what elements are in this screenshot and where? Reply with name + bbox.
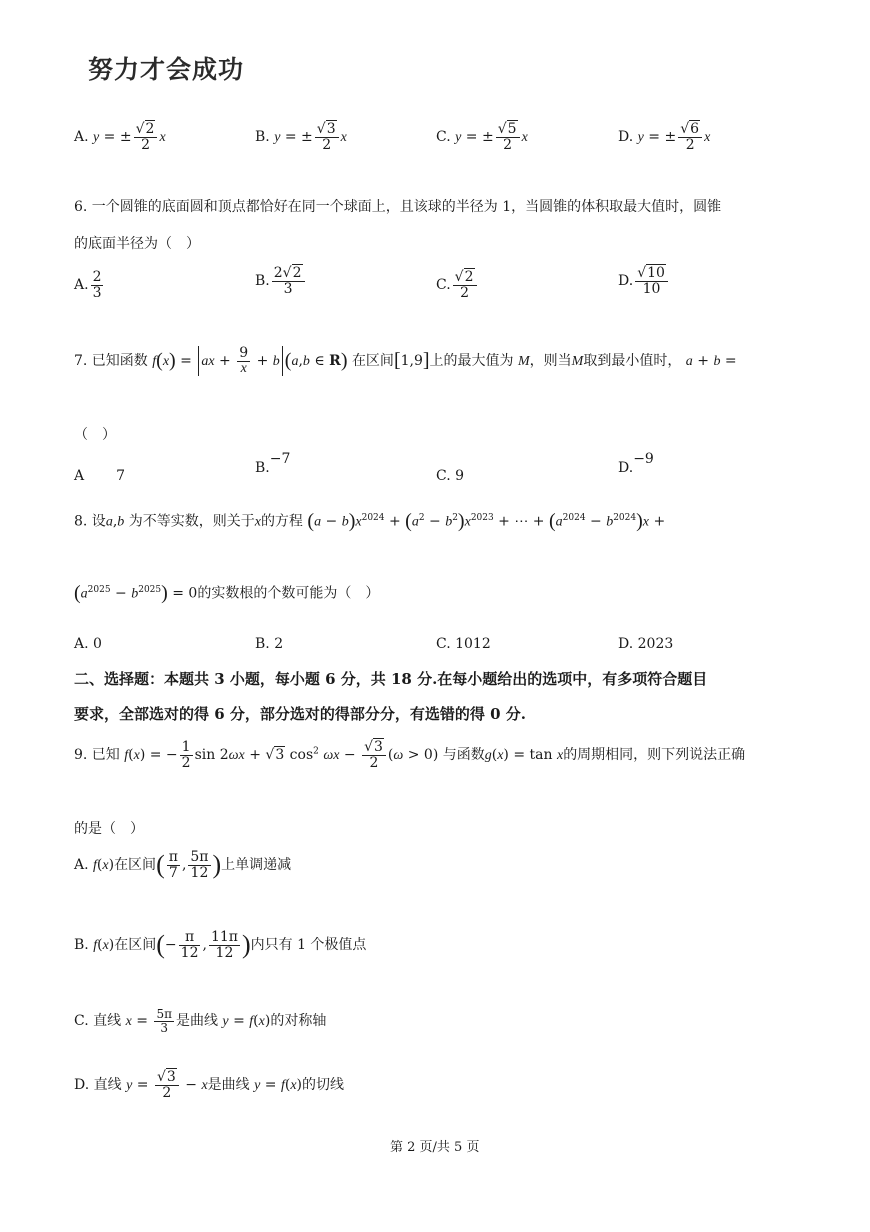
q7-option-c: C. 9: [436, 468, 465, 484]
q7-answer-paren: （ ）: [74, 427, 116, 443]
q5-option-b: B. y = ± $\frac{√3}{2}$ x: [255, 121, 347, 153]
q5-option-a: A. y = ± $\frac{√2}{2}$ x: [74, 121, 166, 153]
q9-option-d: D. 直线 y = $\frac{√3}{2}$ − x是曲线 y = f(x)的切线: [74, 1069, 345, 1101]
q7-option-a: A 7: [74, 468, 126, 484]
q6-stem-line1: 6. 一个圆锥的底面圆和顶点都恰好在同一个球面上，且该球的半径为 1，当圆锥的体积取最大值时，圆锥: [74, 199, 722, 215]
q5-option-d: D. y = ± $\frac{√6}{2}$ x: [618, 121, 711, 153]
q8-stem-line2: $(a^{2025} - b^{2025}) = 0$的实数根的个数可能为（ ）: [74, 582, 380, 604]
page-header-title: 努力才会成功: [88, 55, 245, 84]
q9-option-a: A. f(x)在区间( $\frac{\pi}{7}$ , $\frac{5\pi}{12}$ )上单调递减: [74, 849, 292, 881]
option-label: C.: [436, 129, 451, 146]
q6-option-a: A. $\frac{2}{3}$: [74, 269, 102, 301]
q7-stem: 7. 已知函数 f(x) = ax + $\frac{9}{x}$ + b (a,b ∈ R) 在区间[1,9]上的最大值为 M，则当M取到最小值时， a + b =: [74, 345, 737, 376]
q6-option-c: C. $\frac{√2}{2}$: [436, 270, 479, 300]
q6-stem-line2: 的底面半径为（ ）: [74, 236, 200, 252]
q7-option-b: B.−7: [255, 451, 291, 476]
q6-option-d: D. $\frac{√10}{10}$: [618, 266, 670, 296]
q8-option-d: D. 2023: [618, 636, 674, 652]
q9-stem-line1: 9. 已知 f(x) = − $\frac{1}{2}$ sin 2ωx + √3 $\cos^2 \omega x$ − $\frac{√3}{2}$ (ω > 0) 与函数g(x) = tan x的周期相同，则下列说法正确: [74, 739, 746, 771]
q7-option-d: D.−9: [618, 451, 654, 476]
q9-option-c: C. 直线 x = $\frac{5\pi}{3}$ 是曲线 y = f(x)的对称轴: [74, 1007, 327, 1035]
q9-option-b: B. f(x)在区间(− $\frac{\pi}{12}$ , $\frac{11\pi}{12}$ )内只有 1 个极值点: [74, 929, 367, 961]
q8-option-a: A. 0: [74, 636, 102, 652]
option-label: A.: [74, 129, 89, 146]
q5-option-c: C. y = ± $\frac{√5}{2}$ x: [436, 121, 528, 153]
option-label: B.: [255, 129, 270, 146]
q8-stem-line1: 8. 设a,b 为不等实数，则关于x的方程 $(a - b)x^{2024} + (a^2 - b^2)x^{2023}$ + ⋯ + $(a^{2024} - b^{2024})x$ +: [74, 510, 666, 532]
option-label: D.: [618, 129, 634, 146]
page-footer: 第 2 页/共 5 页: [390, 1140, 480, 1155]
section2-heading-line2: 要求，全部选对的得 6 分，部分选对的得部分分，有选错的得 0 分.: [74, 705, 526, 723]
section2-heading-line1: 二、选择题：本题共 3 小题，每小题 6 分，共 18 分.在每小题给出的选项中，有多项符合题目: [74, 670, 708, 688]
q8-option-c: C. 1012: [436, 636, 491, 652]
q6-option-b: B. $\frac{2√2}{3}$: [255, 266, 307, 296]
q8-option-b: B. 2: [255, 636, 284, 652]
q9-stem-line2: 的是（ ）: [74, 821, 144, 837]
